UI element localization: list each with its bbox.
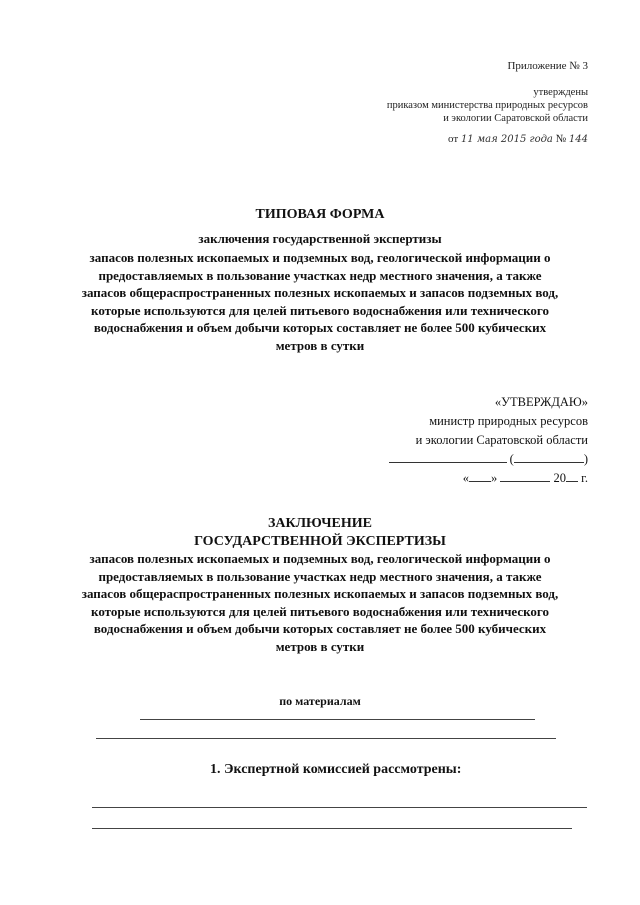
approved-word: утверждены (533, 87, 588, 98)
section-1-input-line-1[interactable] (92, 807, 587, 808)
year-suffix: г. (581, 471, 588, 485)
day-quote-open: « (462, 471, 470, 485)
section-1-heading (210, 762, 461, 778)
order-number-handwritten: 144 (568, 134, 588, 145)
order-line-1: приказом министерства природных ресурсов (386, 100, 588, 111)
section-1-input-line-2[interactable] (92, 828, 572, 829)
form-description: запасов полезных ископаемых и подземных вод, геологической информации о предоставляемых в пользование участках недр местного значения, а также запасов общераспространенных полезных ископаемых и запасов подземных вод, которые используются для целей питьевого водоснабжения или технического водоснабжения и объем добычи которых составляет не более 500 кубических метров в сутки (81, 250, 559, 353)
order-line-2: и экологии Саратовской области (443, 113, 588, 124)
materials-label: по материалам (279, 694, 361, 708)
year-prefix: 20 (553, 471, 567, 485)
signature-field[interactable] (389, 450, 507, 463)
order-prefix: от (448, 133, 459, 145)
form-subtitle: заключения государственной экспертизы (198, 231, 442, 246)
materials-input-line-1[interactable] (140, 719, 535, 720)
day-field[interactable] (469, 469, 491, 482)
appendix-label: Приложение № 3 (507, 60, 588, 72)
conclusion-title (0, 515, 640, 551)
conclusion-title-line-1: ЗАКЛЮЧЕНИЕ (267, 516, 373, 531)
signature-name-field[interactable] (514, 450, 584, 463)
approval-signature-block (389, 393, 588, 488)
order-number-label: № (555, 133, 567, 145)
month-field[interactable] (500, 469, 550, 482)
order-date-number (448, 133, 588, 145)
form-title: ТИПОВАЯ ФОРМА (255, 207, 385, 222)
approve-stamp: «УТВЕРЖДАЮ» (494, 395, 588, 409)
conclusion-title-line-2: ГОСУДАРСТВЕННОЙ ЭКСПЕРТИЗЫ (194, 534, 446, 549)
conclusion-description: запасов полезных ископаемых и подземных вод, геологической информации о предоставляемых в пользование участках недр местного значения, а также запасов общераспространенных полезных ископаемых и запасов подземных вод, которые используются для целей питьевого водоснабжения или технического водоснабжения и объем добычи которых составляет не более 500 кубических метров в сутки (81, 551, 559, 654)
approve-line-1: министр природных ресурсов (429, 414, 588, 428)
day-quote-close: » (491, 471, 498, 485)
section-1-number: 1. (210, 762, 221, 777)
approval-date-line (389, 469, 588, 488)
signature-line: ( ) (389, 450, 588, 469)
approve-line-2: и экологии Саратовской области (415, 433, 588, 447)
materials-input-line-2[interactable] (96, 738, 556, 739)
section-1-title: Экспертной комиссией рассмотрены: (224, 762, 462, 777)
approval-reference (387, 86, 588, 125)
order-date-handwritten: 11 мая 2015 года (460, 134, 553, 145)
year-field[interactable] (566, 469, 578, 482)
